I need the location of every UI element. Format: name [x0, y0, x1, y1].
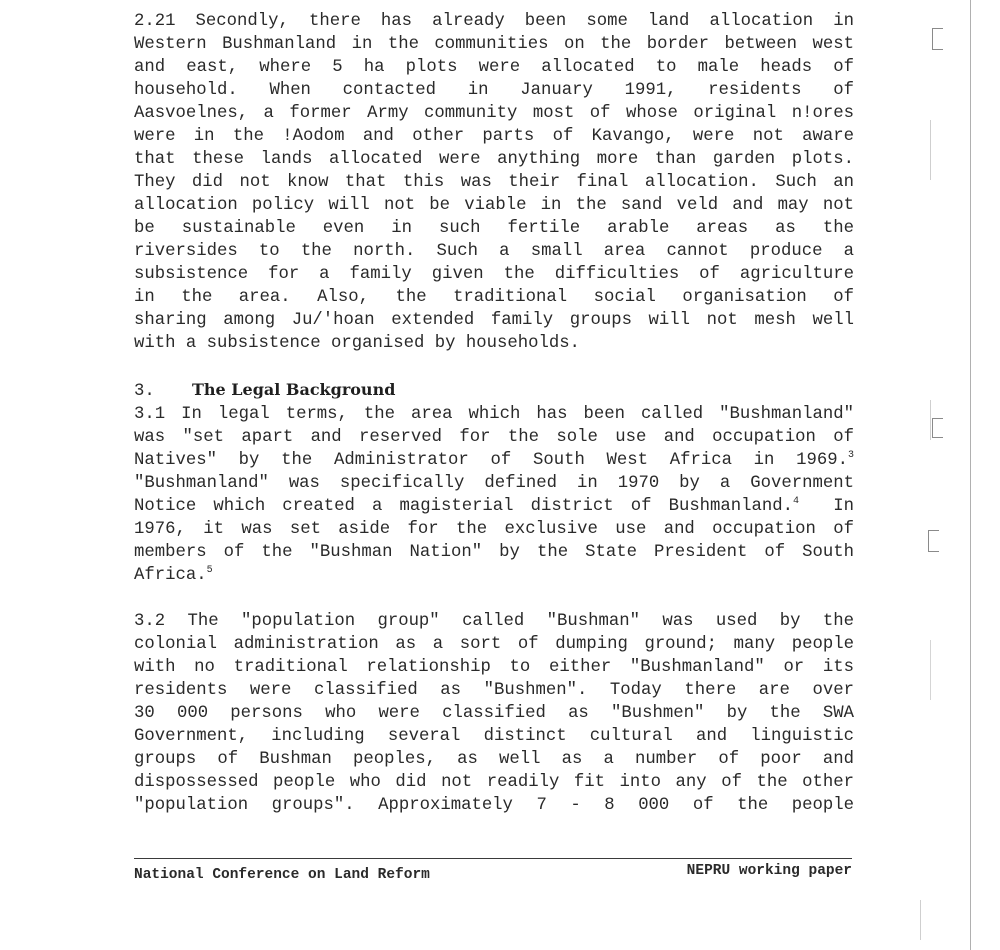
text-line: with a subsistence organised by households. — [134, 334, 580, 353]
scan-bracket-mark — [932, 418, 943, 438]
text-line: "population groups". Approximately 7 - 8 000 of the people — [134, 796, 854, 815]
text-line: colonial administration as a sort of dumping ground; many people — [134, 635, 854, 654]
text-line: They did not know that this was their final allocation. Such an — [134, 173, 854, 192]
document-body — [134, 10, 854, 817]
footnote-ref-3: 3 — [847, 450, 854, 461]
text-line: was "set apart and reserved for the sole use and occupation of — [134, 428, 854, 447]
text-line: household. When contacted in January 1991, residents of — [134, 81, 854, 100]
footnote-ref-5: 5 — [206, 565, 213, 576]
text-line: riversides to the north. Such a small area cannot produce a — [134, 242, 854, 261]
footer-paper-label: NEPRU working paper — [686, 863, 852, 879]
text-line: were in the !Aodom and other parts of Kavango, were not aware — [134, 127, 854, 146]
text-line: members of the "Bushman Nation" by the State President of South — [134, 543, 854, 562]
section-number: 3. — [134, 382, 155, 401]
paragraph-3-1 — [134, 403, 854, 587]
text-line: 3.1 In legal terms, the area which has been called "Bushmanland" — [134, 405, 854, 424]
text-line: Government, including several distinct cultural and linguistic — [134, 727, 854, 746]
scan-margin-line — [920, 900, 921, 940]
footer-conference-title: National Conference on Land Reform — [134, 867, 430, 883]
text-line: subsistence for a family given the difficulties of agriculture — [134, 265, 854, 284]
text-line-with-footnote — [134, 495, 854, 518]
text-line-with-footnote — [134, 449, 854, 472]
paragraph-spacer — [134, 587, 854, 610]
text-line: that these lands allocated were anything more than garden plots. — [134, 150, 854, 169]
scan-margin-line — [930, 640, 931, 700]
text-line-with-footnote — [134, 564, 854, 587]
paragraph-2-21 — [134, 10, 854, 355]
text-line: 3.2 The "population group" called "Bushman" was used by the — [134, 612, 854, 631]
scan-margin-line — [930, 120, 931, 180]
footnote-ref-4: 4 — [793, 496, 800, 507]
scan-margin-line — [970, 0, 971, 950]
scan-margin-line — [930, 400, 931, 440]
scan-bracket-mark — [932, 28, 943, 50]
text-line: in the area. Also, the traditional social organisation of — [134, 288, 854, 307]
text-line: 2.21 Secondly, there has already been some land allocation in — [134, 12, 854, 31]
scan-bracket-mark — [928, 530, 939, 552]
text-line: residents were classified as "Bushmen". Today there are over — [134, 681, 854, 700]
text-line: 1976, it was set aside for the exclusive use and occupation of — [134, 520, 854, 539]
text-line: sharing among Ju/'hoan extended family groups will not mesh well — [134, 311, 854, 330]
text-segment: Notice which created a magisterial district of Bushmanland. — [134, 497, 794, 516]
text-line: "Bushmanland" was specifically defined in 1970 by a Government — [134, 474, 854, 493]
text-line: and east, where 5 ha plots were allocated to male heads of — [134, 58, 854, 77]
text-line: Western Bushmanland in the communities on the border between west — [134, 35, 854, 54]
text-line: dispossessed people who did not readily fit into any of the other — [134, 773, 854, 792]
text-line: be sustainable even in such fertile arable areas as the — [134, 219, 854, 238]
paragraph-3-2 — [134, 610, 854, 817]
text-line: groups of Bushman peoples, as well as a number of poor and — [134, 750, 854, 769]
paragraph-spacer — [134, 355, 854, 378]
section-heading — [134, 378, 854, 403]
text-line: 30 000 persons who were classified as "Bushmen" by the SWA — [134, 704, 854, 723]
text-segment: Africa. — [134, 566, 207, 585]
text-segment: Natives" by the Administrator of South West Africa in 1969. — [134, 451, 848, 470]
text-line: Aasvoelnes, a former Army community most of whose original n!ores — [134, 104, 854, 123]
text-line: with no traditional relationship to either "Bushmanland" or its — [134, 658, 854, 677]
section-title: The Legal Background — [192, 380, 396, 399]
text-line: allocation policy will not be viable in the sand veld and may not — [134, 196, 854, 215]
footer-rule — [134, 858, 852, 859]
text-segment: In — [799, 497, 855, 516]
